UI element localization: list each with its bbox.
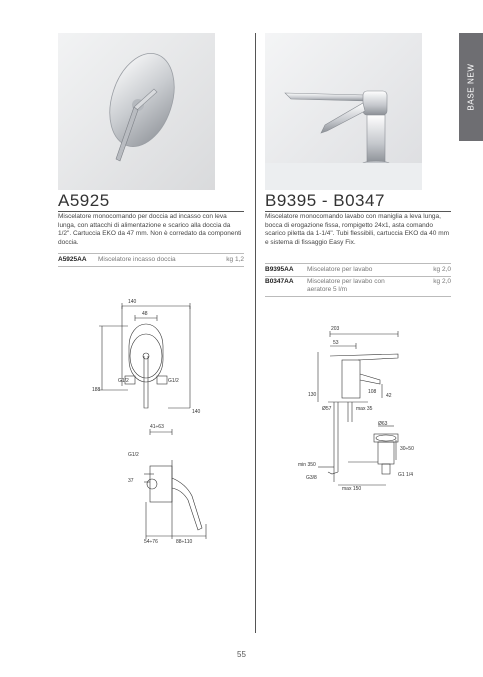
item-weight: kg 2,0 xyxy=(433,278,451,285)
dimension-label: 108 xyxy=(368,389,377,395)
item-description: Miscelatore per lavabo con aeratore 5 l/m xyxy=(307,278,385,293)
dimension-label: 130 xyxy=(308,392,317,398)
dimension-label: max 150 xyxy=(342,486,362,492)
dimension-label: max 35 xyxy=(356,406,373,412)
dimension-label: 48 xyxy=(142,311,148,317)
dimension-label: 42 xyxy=(386,393,392,399)
items-rule-right-top xyxy=(265,263,451,264)
dimension-label: 140 xyxy=(128,299,137,305)
title-rule-right xyxy=(265,211,451,212)
items-rule-left-top xyxy=(58,253,244,254)
dimension-label: 53 xyxy=(333,340,339,346)
items-rule-right-mid xyxy=(265,276,451,277)
dimension-label: 37 xyxy=(128,478,134,484)
item-code: A5925AA xyxy=(58,256,87,263)
item-code: B9395AA xyxy=(265,266,294,273)
page-number: 55 xyxy=(237,650,246,659)
section-tab-base-new xyxy=(459,33,483,141)
technical-drawing-side-a5925 xyxy=(120,424,220,544)
item-description: Miscelatore per lavabo xyxy=(307,266,373,273)
dimension-label: G1 1/4 xyxy=(398,472,414,478)
item-description: Miscelatore incasso doccia xyxy=(98,256,176,263)
dimension-label: G1/2 xyxy=(168,378,179,384)
dimension-label: 41÷63 xyxy=(150,424,164,430)
dimension-label: 30÷50 xyxy=(400,446,414,452)
items-rule-left-bottom xyxy=(58,266,244,267)
product-code-b9395-b0347: B9395 - B0347 xyxy=(265,191,385,210)
dimension-label: 54÷76 xyxy=(144,539,158,544)
title-rule-left xyxy=(58,211,244,212)
items-rule-right-bottom xyxy=(265,296,451,297)
item-row xyxy=(265,266,451,275)
product-photo-a5925 xyxy=(58,33,215,190)
dimension-label: 203 xyxy=(331,326,340,332)
product-description-a5925: Miscelatore monocomando per doccia ad incasso con leva lunga, con attacchi di alimentazione e scarico alla doccia da 1/2". Cartuccia EKO da 47 mm. Non è corredato da componenti doccia. xyxy=(58,213,242,246)
dimension-label: G3/8 xyxy=(306,475,317,481)
dimension-label: Ø57 xyxy=(322,406,332,412)
dimension-label: Ø63 xyxy=(378,421,388,427)
item-row xyxy=(58,256,244,265)
product-photo-b9395 xyxy=(265,33,422,190)
item-weight: kg 2,0 xyxy=(433,266,451,273)
item-row xyxy=(265,278,451,294)
dimension-label: 188 xyxy=(92,387,101,393)
item-weight: kg 1,2 xyxy=(226,256,244,263)
dimension-label: G1/2 xyxy=(118,378,129,384)
dimension-label: 88÷110 xyxy=(176,539,193,544)
dimension-label: 140 xyxy=(192,409,201,415)
technical-drawing-b9395 xyxy=(298,322,428,492)
column-divider xyxy=(255,33,256,633)
product-description-b9395: Miscelatore monocomando lavabo con maniglia a leva lunga, bocca di erogazione fissa, rompigetto 24x1, asta comando scarico piletta da 1-1/4". Tubi flessibili, cartuccia EKO da 40 mm e sistema di fissaggio Easy Fix. xyxy=(265,213,450,246)
technical-drawing-front-a5925 xyxy=(88,296,208,416)
dimension-label: min 350 xyxy=(298,462,316,468)
dimension-label: G1/2 xyxy=(128,452,139,458)
product-code-a5925: A5925 xyxy=(58,191,110,210)
item-code: B0347AA xyxy=(265,278,294,285)
section-tab-label: BASE NEW xyxy=(466,63,476,111)
